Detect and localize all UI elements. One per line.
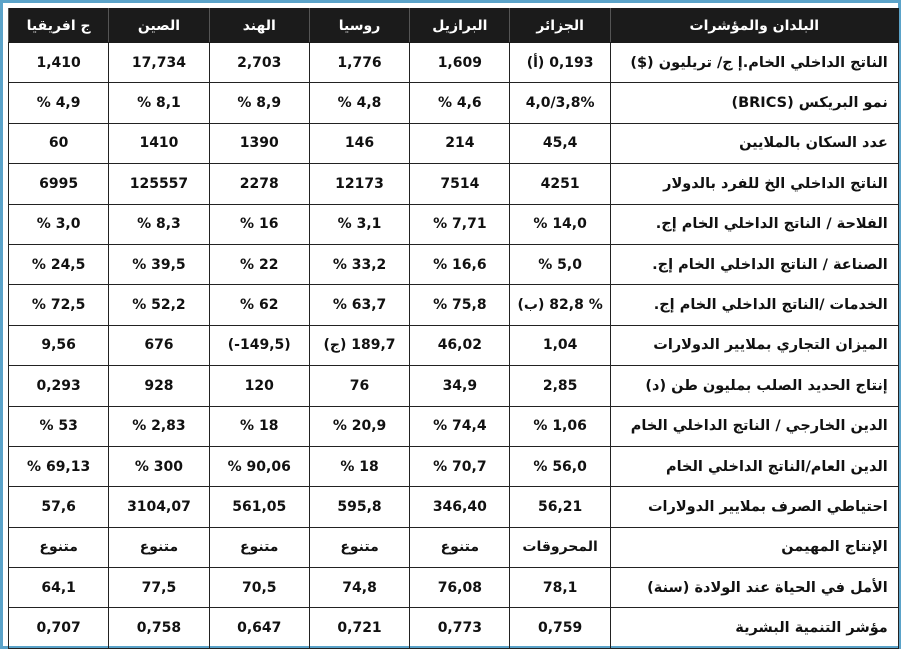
table-row bbox=[9, 527, 899, 567]
header-country-south-africa: ج افريقيا bbox=[9, 9, 109, 43]
table-row bbox=[9, 487, 899, 527]
indicator-label: مؤشر التنمية البشرية bbox=[610, 608, 898, 648]
cell-south-africa: 1,410 bbox=[9, 43, 109, 83]
cell-india: 1390 bbox=[209, 123, 309, 163]
cell-russia: 146 bbox=[309, 123, 409, 163]
indicator-label: الناتج الداخلي الخام.إ ج/ تريليون ($) bbox=[610, 43, 898, 83]
header-country-china: الصين bbox=[109, 9, 209, 43]
cell-brazil: 214 bbox=[410, 123, 510, 163]
cell-india: 561,05 bbox=[209, 487, 309, 527]
cell-algeria: المحروقات bbox=[510, 527, 610, 567]
cell-china: 52,2 % bbox=[109, 285, 209, 325]
cell-russia: 33,2 % bbox=[309, 244, 409, 284]
indicator-label: الصناعة / الناتج الداخلي الخام إج. bbox=[610, 244, 898, 284]
cell-brazil: 76,08 bbox=[410, 568, 510, 608]
cell-algeria: 1,06 % bbox=[510, 406, 610, 446]
cell-south-africa: 9,56 bbox=[9, 325, 109, 365]
indicator-label: الدين العام/الناتج الداخلي الخام bbox=[610, 446, 898, 486]
cell-russia: 1,776 bbox=[309, 43, 409, 83]
cell-china: 77,5 bbox=[109, 568, 209, 608]
cell-china: 0,758 bbox=[109, 608, 209, 648]
cell-south-africa: 53 % bbox=[9, 406, 109, 446]
cell-china: متنوع bbox=[109, 527, 209, 567]
cell-india: 22 % bbox=[209, 244, 309, 284]
header-country-brazil: البرازيل bbox=[410, 9, 510, 43]
cell-brazil: 75,8 % bbox=[410, 285, 510, 325]
cell-russia: 20,9 % bbox=[309, 406, 409, 446]
cell-india: 62 % bbox=[209, 285, 309, 325]
cell-russia: 595,8 bbox=[309, 487, 409, 527]
cell-brazil: 7514 bbox=[410, 164, 510, 204]
cell-brazil: 70,7 % bbox=[410, 446, 510, 486]
cell-algeria: 56,0 % bbox=[510, 446, 610, 486]
cell-brazil: 74,4 % bbox=[410, 406, 510, 446]
cell-russia: 12173 bbox=[309, 164, 409, 204]
cell-south-africa: 64,1 bbox=[9, 568, 109, 608]
cell-algeria: 4251 bbox=[510, 164, 610, 204]
cell-india: 0,647 bbox=[209, 608, 309, 648]
cell-algeria: 45,4 bbox=[510, 123, 610, 163]
cell-china: 2,83 % bbox=[109, 406, 209, 446]
indicator-label: الخدمات /الناتج الداخلي الخام إج. bbox=[610, 285, 898, 325]
cell-south-africa: 3,0 % bbox=[9, 204, 109, 244]
indicator-label: الناتج الداخلي الخ للفرد بالدولار bbox=[610, 164, 898, 204]
cell-india: 8,9 % bbox=[209, 83, 309, 123]
cell-brazil: 1,609 bbox=[410, 43, 510, 83]
cell-russia: 76 bbox=[309, 366, 409, 406]
cell-south-africa: 0,707 bbox=[9, 608, 109, 648]
cell-india: 70,5 bbox=[209, 568, 309, 608]
table-row bbox=[9, 406, 899, 446]
brics-indicators-table bbox=[8, 8, 899, 649]
cell-south-africa: متنوع bbox=[9, 527, 109, 567]
cell-china: 125557 bbox=[109, 164, 209, 204]
cell-algeria: 1,04 bbox=[510, 325, 610, 365]
cell-algeria: 14,0 % bbox=[510, 204, 610, 244]
indicator-label: الأمل في الحياة عند الولادة (سنة) bbox=[610, 568, 898, 608]
cell-india: 2278 bbox=[209, 164, 309, 204]
cell-russia: 3,1 % bbox=[309, 204, 409, 244]
header-label: البلدان والمؤشرات bbox=[610, 9, 898, 43]
cell-south-africa: 0,293 bbox=[9, 366, 109, 406]
cell-russia: 189,7 (ج) bbox=[309, 325, 409, 365]
header-country-russia: روسيا bbox=[309, 9, 409, 43]
cell-brazil: 34,9 bbox=[410, 366, 510, 406]
indicator-label: الإنتاج المهيمن bbox=[610, 527, 898, 567]
cell-russia: 18 % bbox=[309, 446, 409, 486]
cell-south-africa: 6995 bbox=[9, 164, 109, 204]
cell-south-africa: 69,13 % bbox=[9, 446, 109, 486]
cell-brazil: 346,40 bbox=[410, 487, 510, 527]
cell-algeria: 56,21 bbox=[510, 487, 610, 527]
header-country-india: الهند bbox=[209, 9, 309, 43]
cell-russia: متنوع bbox=[309, 527, 409, 567]
cell-china: 8,1 % bbox=[109, 83, 209, 123]
cell-russia: 63,7 % bbox=[309, 285, 409, 325]
table-row bbox=[9, 325, 899, 365]
table-row bbox=[9, 123, 899, 163]
table-row bbox=[9, 164, 899, 204]
cell-south-africa: 60 bbox=[9, 123, 109, 163]
table-row bbox=[9, 204, 899, 244]
cell-brazil: 0,773 bbox=[410, 608, 510, 648]
cell-china: 1410 bbox=[109, 123, 209, 163]
cell-india: 2,703 bbox=[209, 43, 309, 83]
table-row bbox=[9, 568, 899, 608]
cell-brazil: 46,02 bbox=[410, 325, 510, 365]
cell-brazil: 7,71 % bbox=[410, 204, 510, 244]
cell-china: 3104,07 bbox=[109, 487, 209, 527]
table-row bbox=[9, 366, 899, 406]
table-row bbox=[9, 43, 899, 83]
header-row bbox=[9, 9, 899, 43]
cell-algeria: 0,193 (أ) bbox=[510, 43, 610, 83]
table-row bbox=[9, 244, 899, 284]
cell-china: 17,734 bbox=[109, 43, 209, 83]
indicator-label: عدد السكان بالملايين bbox=[610, 123, 898, 163]
cell-brazil: متنوع bbox=[410, 527, 510, 567]
table-row bbox=[9, 83, 899, 123]
cell-india: 90,06 % bbox=[209, 446, 309, 486]
cell-russia: 74,8 bbox=[309, 568, 409, 608]
cell-india: (149,5-) bbox=[209, 325, 309, 365]
cell-india: 120 bbox=[209, 366, 309, 406]
cell-china: 676 bbox=[109, 325, 209, 365]
cell-south-africa: 24,5 % bbox=[9, 244, 109, 284]
cell-algeria: 2,85 bbox=[510, 366, 610, 406]
table-row bbox=[9, 446, 899, 486]
indicator-label: الميزان التجاري بملايير الدولارات bbox=[610, 325, 898, 365]
cell-russia: 4,8 % bbox=[309, 83, 409, 123]
indicator-label: الفلاحة / الناتج الداخلي الخام إج. bbox=[610, 204, 898, 244]
cell-india: 18 % bbox=[209, 406, 309, 446]
header-country-algeria: الجزائر bbox=[510, 9, 610, 43]
cell-algeria: 4,0/3,8% bbox=[510, 83, 610, 123]
indicator-label: نمو البريكس (BRICS) bbox=[610, 83, 898, 123]
cell-india: 16 % bbox=[209, 204, 309, 244]
cell-south-africa: 72,5 % bbox=[9, 285, 109, 325]
cell-russia: 0,721 bbox=[309, 608, 409, 648]
cell-brazil: 4,6 % bbox=[410, 83, 510, 123]
indicator-label: الدين الخارجي / الناتج الداخلي الخام bbox=[610, 406, 898, 446]
indicator-label: إنتاج الحديد الصلب بمليون طن (د) bbox=[610, 366, 898, 406]
cell-algeria: 5,0 % bbox=[510, 244, 610, 284]
cell-india: متنوع bbox=[209, 527, 309, 567]
table-row bbox=[9, 608, 899, 648]
cell-south-africa: 4,9 % bbox=[9, 83, 109, 123]
cell-china: 300 % bbox=[109, 446, 209, 486]
cell-china: 8,3 % bbox=[109, 204, 209, 244]
table-row bbox=[9, 285, 899, 325]
cell-south-africa: 57,6 bbox=[9, 487, 109, 527]
cell-algeria: 78,1 bbox=[510, 568, 610, 608]
cell-algeria: 0,759 bbox=[510, 608, 610, 648]
cell-china: 928 bbox=[109, 366, 209, 406]
cell-china: 39,5 % bbox=[109, 244, 209, 284]
indicator-label: احتياطي الصرف بملايير الدولارات bbox=[610, 487, 898, 527]
cell-algeria: % 82,8 (ب) bbox=[510, 285, 610, 325]
cell-brazil: 16,6 % bbox=[410, 244, 510, 284]
